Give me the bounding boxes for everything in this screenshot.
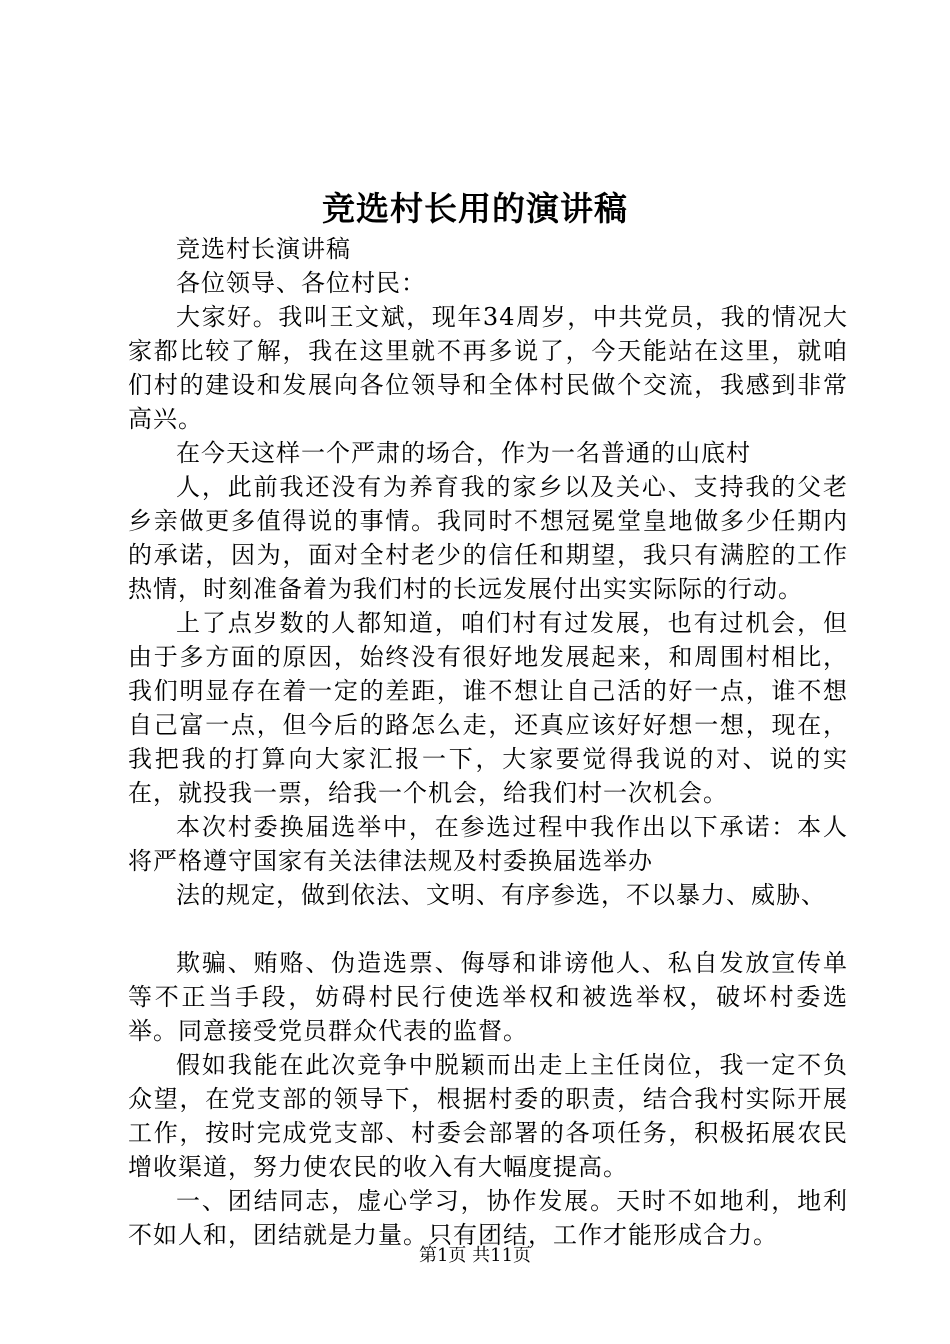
paragraph: 竞选村长演讲稿 [176,235,351,263]
paragraph: 假如我能在此次竞争中脱颖而出走上主任岗位，我一定不负众望，在党支部的领导下，根据村委的职责，结合我村实际开展工作，按时完成党支部、村委会部署的各项任务，积极拓展农民增收渠道，努力使农民的收入有大幅度提高。 [128,1051,848,1181]
page-number: 第1页 [418,1245,467,1266]
paragraph: 人，此前我还没有为养育我的家乡以及关心、支持我的父老乡亲做更多值得说的事情。我同时不想冠冕堂皇地做多少任期内的承诺，因为，面对全村老少的信任和期望，我只有满腔的工作热情，时刻准备着为我们村的长远发展付出实实际际的行动。 [128,473,848,603]
paragraph: 一、团结同志，虚心学习，协作发展。天时不如地利，地利不如人和，团结就是力量。只有团结，工作才能形成合力。 [128,1187,848,1249]
paragraph: 在今天这样一个严肃的场合，作为一名普通的山底村 [176,439,751,467]
page-footer [0,1244,950,1268]
document-body [128,232,848,1252]
paragraph: 大家好。我叫王文斌，现年34周岁，中共党员，我的情况大家都比较了解，我在这里就不再多说了，今天能站在这里，就咱们村的建设和发展向各位领导和全体村民做个交流，我感到非常高兴。 [128,303,848,433]
document-title: 竞选村长用的演讲稿 [322,189,628,228]
page-total: 共11页 [472,1245,532,1266]
paragraph: 本次村委换届选举中，在参选过程中我作出以下承诺：本人将严格遵守国家有关法律法规及村委换届选举办 [128,813,848,875]
paragraph: 法的规定，做到依法、文明、有序参选，不以暴力、威胁、 [176,881,826,909]
paragraph: 各位领导、各位村民： [176,269,426,297]
paragraph: 欺骗、贿赂、伪造选票、侮辱和诽谤他人、私自发放宣传单等不正当手段，妨碍村民行使选举权和被选举权，破坏村委选举。同意接受党员群众代表的监督。 [128,949,848,1045]
paragraph: 上了点岁数的人都知道，咱们村有过发展，也有过机会，但由于多方面的原因，始终没有很好地发展起来，和周围村相比，我们明显存在着一定的差距，谁不想让自己活的好一点，谁不想自己富一点，但今后的路怎么走，还真应该好好想一想，现在，我把我的打算向大家汇报一下，大家要觉得我说的对、说的实在，就投我一票，给我一个机会，给我们村一次机会。 [128,609,848,807]
